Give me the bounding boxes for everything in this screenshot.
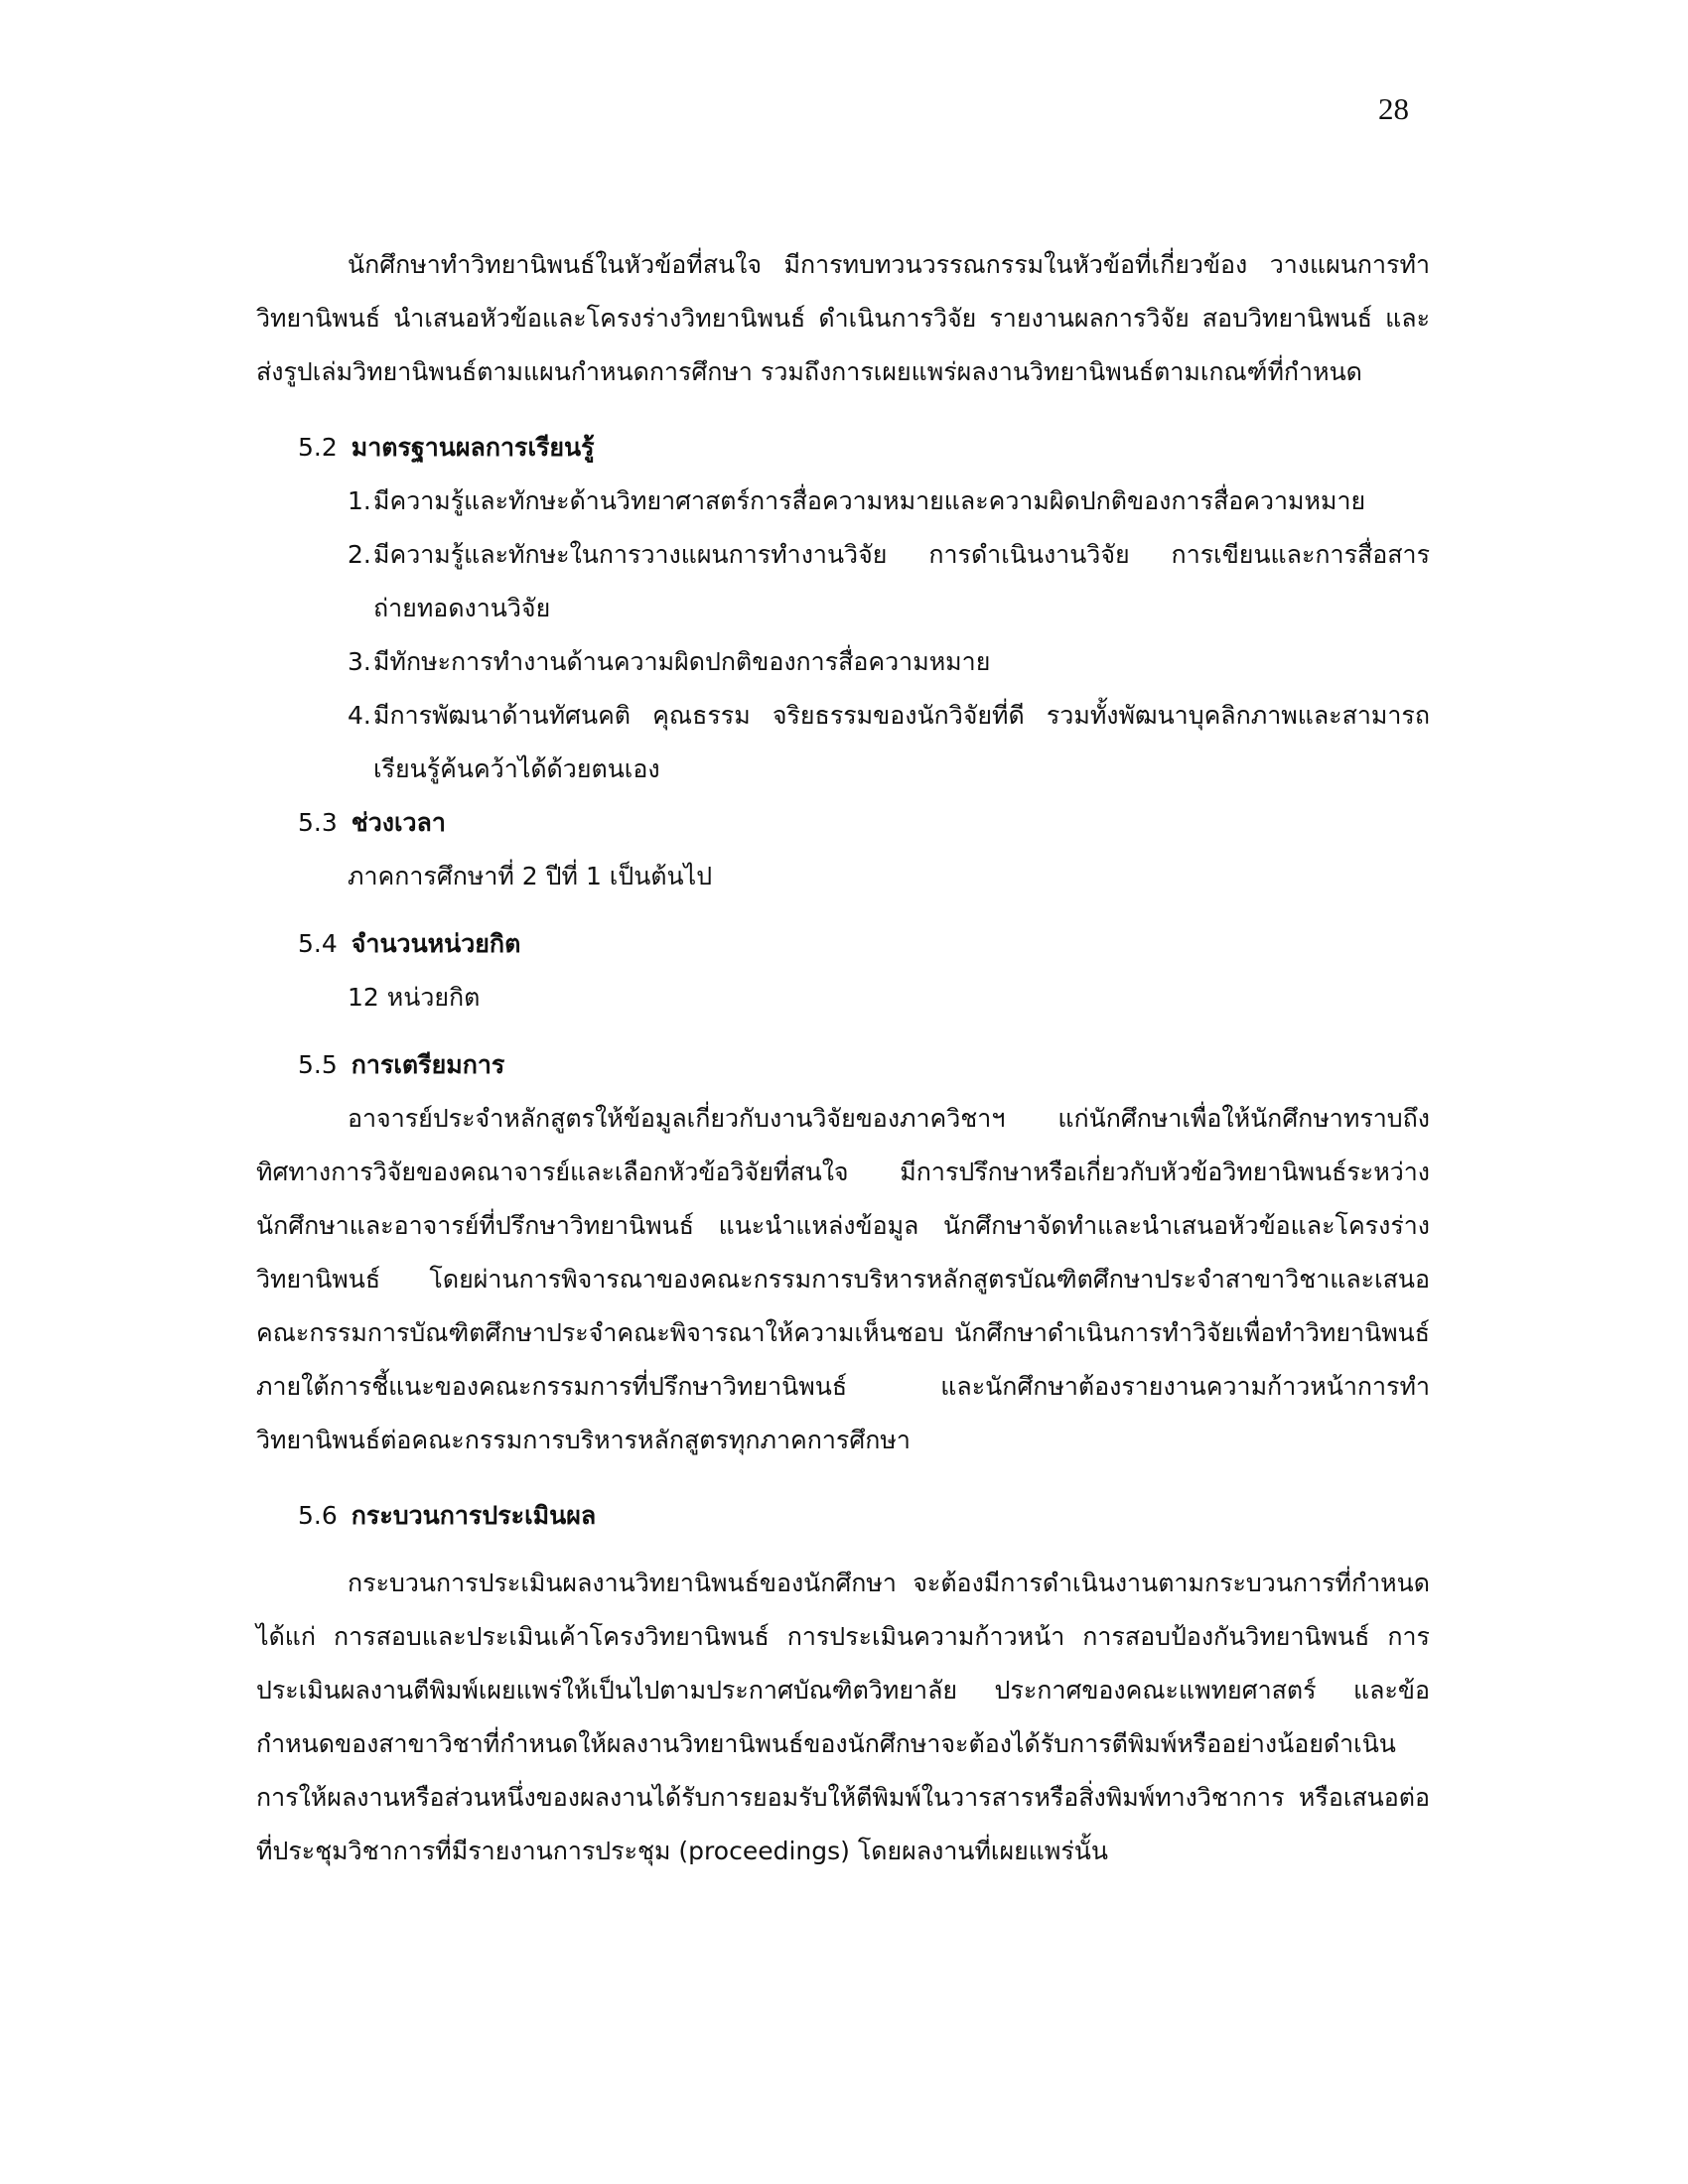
section-title: ช่วงเวลา xyxy=(351,808,446,837)
list-item-number: 1. xyxy=(348,486,371,515)
section-number: 5.6 xyxy=(298,1501,338,1530)
section-title: มาตรฐานผลการเรียนรู้ xyxy=(351,433,595,462)
section-body-5-5: อาจารย์ประจำหลักสูตรให้ข้อมูลเกี่ยวกับงานวิจัยของภาควิชาฯ แก่นักศึกษาเพื่อให้นักศึกษาทราบถึงทิศทางการวิจัยของคณาจารย์และเลือกหัวข้อวิจัยที่สนใจ มีการปรึกษาหรือเกี่ยวกับหัวข้อวิทยานิพนธ์ระหว่างนักศึกษาและอาจารย์ที่ปรึกษาวิทยานิพนธ์ แนะนำแหล่งข้อมูล นักศึกษาจัดทำและนำเสนอหัวข้อและโครงร่างวิทยานิพนธ์ โดยผ่านการพิจารณาของคณะกรรมการบริหารหลักสูตรบัณฑิตศึกษาประจำสาขาวิชาและเสนอคณะกรรมการบัณฑิตศึกษาประจำคณะพิจารณาให้ความเห็นชอบ นักศึกษาดำเนินการทำวิจัยเพื่อทำวิทยานิพนธ์ภายใต้การชี้แนะของคณะกรรมการที่ปรึกษาวิทยานิพนธ์ และนักศึกษาต้องรายงานความก้าวหน้าการทำวิทยานิพนธ์ต่อคณะกรรมการบริหารหลักสูตรทุกภาคการศึกษา xyxy=(256,1104,1430,1454)
section-body-5-6: กระบวนการประเมินผลงานวิทยานิพนธ์ของนักศึกษา จะต้องมีการดำเนินงานตามกระบวนการที่กำหนด ได้แก่ การสอบและประเมินเค้าโครงวิทยานิพนธ์ การประเมินความก้าวหน้า การสอบป้องกันวิทยานิพนธ์ การประเมินผลงานตีพิมพ์เผยแพร่ให้เป็นไปตามประกาศบัณฑิตวิทยาลัย ประกาศของคณะแพทยศาสตร์ และข้อกำหนดของสาขาวิชาที่กำหนดให้ผลงานวิทยานิพนธ์ของนักศึกษาจะต้องได้รับการตีพิมพ์หรืออย่างน้อยดำเนินการให้ผลงานหรือส่วนหนึ่งของผลงานได้รับการยอมรับให้ตีพิมพ์ในวารสารหรือสิ่งพิมพ์ทางวิชาการ หรือเสนอต่อที่ประชุมวิชาการที่มีรายงานการประชุม (proceedings) โดยผลงานที่เผยแพร่นั้น xyxy=(256,1569,1430,1865)
list-item xyxy=(348,528,1430,635)
section-number: 5.2 xyxy=(298,433,338,462)
section-body-5-4: 12 หน่วยกิต xyxy=(348,983,481,1012)
list-item-text: มีทักษะการทำงานด้านความผิดปกติของการสื่อความหมาย xyxy=(373,647,991,676)
page-number: 28 xyxy=(1378,91,1409,126)
section-body-5-3: ภาคการศึกษาที่ 2 ปีที่ 1 เป็นต้นไป xyxy=(348,862,713,890)
section-number: 5.4 xyxy=(298,929,338,958)
list-item-text: มีการพัฒนาด้านทัศนคติ คุณธรรม จริยธรรมของนักวิจัยที่ดี รวมทั้งพัฒนาบุคลิกภาพและสามารถเรียนรู้ค้นคว้าได้ด้วยตนเอง xyxy=(373,701,1430,783)
section-title: จำนวนหน่วยกิต xyxy=(351,929,521,958)
document-body xyxy=(256,238,1430,1878)
list-item xyxy=(348,475,1430,528)
list-item-number: 4. xyxy=(348,701,371,730)
section-title: กระบวนการประเมินผล xyxy=(351,1501,597,1530)
learning-outcomes-list xyxy=(256,475,1430,796)
list-item-text: มีความรู้และทักษะในการวางแผนการทำงานวิจัย การดำเนินงานวิจัย การเขียนและการสื่อสารถ่ายทอดงานวิจัย xyxy=(373,540,1430,622)
section-title: การเตรียมการ xyxy=(351,1050,505,1079)
section-number: 5.5 xyxy=(298,1050,338,1079)
section-heading-5-5 xyxy=(298,1038,1430,1092)
list-item xyxy=(348,689,1430,796)
list-item xyxy=(348,635,1430,689)
section-heading-5-2 xyxy=(298,421,1430,475)
list-item-text: มีความรู้และทักษะด้านวิทยาศาสตร์การสื่อความหมายและความผิดปกติของการสื่อความหมาย xyxy=(373,486,1366,515)
section-heading-5-6 xyxy=(298,1489,1430,1543)
list-item-number: 2. xyxy=(348,540,371,569)
section-heading-5-3 xyxy=(298,796,1430,850)
list-item-number: 3. xyxy=(348,647,371,676)
intro-paragraph: นักศึกษาทำวิทยานิพนธ์ในหัวข้อที่สนใจ มีการทบทวนวรรณกรรมในหัวข้อที่เกี่ยวข้อง วางแผนการทำวิทยานิพนธ์ นำเสนอหัวข้อและโครงร่างวิทยานิพนธ์ ดำเนินการวิจัย รายงานผลการวิจัย สอบวิทยานิพนธ์ และส่งรูปเล่มวิทยานิพนธ์ตามแผนกำหนดการศึกษา รวมถึงการเผยแพร่ผลงานวิทยานิพนธ์ตามเกณฑ์ที่กำหนด xyxy=(256,250,1430,386)
section-number: 5.3 xyxy=(298,808,338,837)
section-heading-5-4 xyxy=(298,917,1430,971)
